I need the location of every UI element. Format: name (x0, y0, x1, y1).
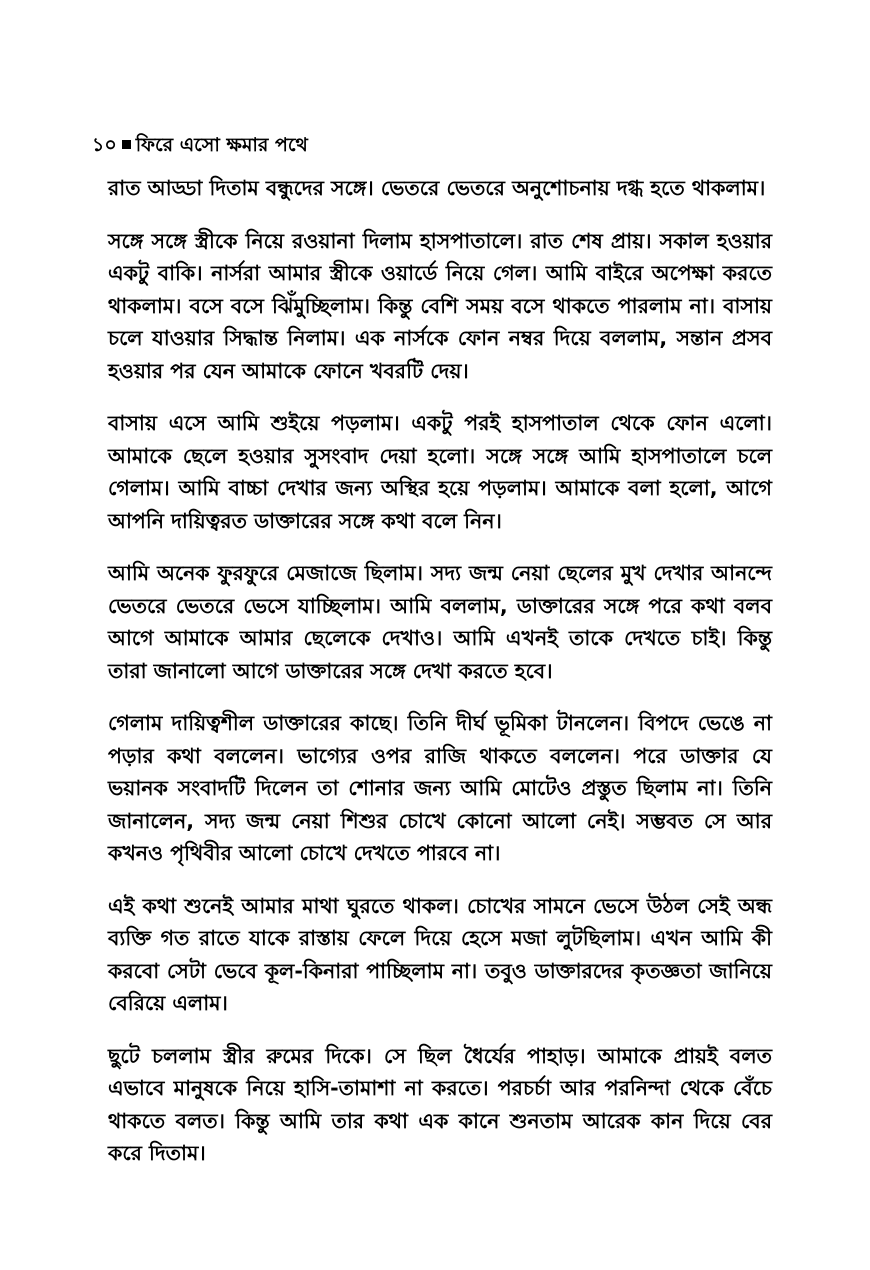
paragraph-3: বাসায় এসে আমি শুইয়ে পড়লাম। একটু পরই হাসপাতাল থেকে ফোন এলো। আমাকে ছেলে হওয়ার সুসংবাদ দেয়া হলো। সঙ্গে সঙ্গে আমি হাসপাতালে চলে গেলাম। আমি বাচ্চা দেখার জন্য অস্থির হয়ে পড়লাম। আমাকে বলা হলো, আগে আপনি দায়িত্বরত ডাক্তারের সঙ্গে কথা বলে নিন। (108, 411, 772, 533)
body-text (108, 172, 772, 1190)
paragraph-4: আমি অনেক ফুরফুরে মেজাজে ছিলাম। সদ্য জন্ম নেয়া ছেলের মুখ দেখার আনন্দে ভেতরে ভেতরে ভেসে যাচ্ছিলাম। আমি বললাম, ডাক্তারের সঙ্গে পরে কথা বলব আগে আমাকে আমার ছেলেকে দেখাও। আমি এখনই তাকে দেখতে চাই। কিন্তু তারা জানালো আগে ডাক্তারের সঙ্গে দেখা করতে হবে। (108, 561, 772, 683)
paragraph-2: সঙ্গে সঙ্গে স্ত্রীকে নিয়ে রওয়ানা দিলাম হাসপাতালে। রাত শেষ প্রায়। সকাল হওয়ার একটু বাকি। নার্সরা আমার স্ত্রীকে ওয়ার্ডে নিয়ে গেল। আমি বাইরে অপেক্ষা করতে থাকলাম। বসে বসে ঝিঁমুচ্ছিলাম। কিন্তু বেশি সময় বসে থাকতে পারলাম না। বাসায় চলে যাওয়ার সিদ্ধান্ত নিলাম। এক নার্সকে ফোন নম্বর দিয়ে বললাম, সন্তান প্রসব হওয়ার পর যেন আমাকে ফোনে খবরটি দেয়। (108, 228, 772, 383)
page-number: ১০ (92, 134, 117, 156)
paragraph-1: রাত আড্ডা দিতাম বন্ধুদের সঙ্গে। ভেতরে ভেতরে অনুশোচনায় দগ্ধ হতে থাকলাম। (108, 176, 766, 200)
paragraph-5: গেলাম দায়িত্বশীল ডাক্তারের কাছে। তিনি দীর্ঘ ভূমিকা টানলেন। বিপদে ভেঙে না পড়ার কথা বললেন। ভাগ্যের ওপর রাজি থাকতে বললেন। পরে ডাক্তার যে ভয়ানক সংবাদটি দিলেন তা শোনার জন্য আমি মোটেও প্রস্তুত ছিলাম না। তিনি জানালেন, সদ্য জন্ম নেয়া শিশুর চোখে কোনো আলো নেই। সম্ভবত সে আর কখনও পৃথিবীর আলো চোখে দেখতে পারবে না। (108, 711, 772, 865)
paragraph-6: এই কথা শুনেই আমার মাথা ঘুরতে থাকল। চোখের সামনে ভেসে উঠল সেই অন্ধ ব্যক্তি গত রাতে যাকে রাস্তায় ফেলে দিয়ে হেসে মজা লুটছিলাম। এখন আমি কী করবো সেটা ভেবে কূল-কিনারা পাচ্ছিলাম না। তবুও ডাক্তারদের কৃতজ্ঞতা জানিয়ে বেরিয়ে এলাম। (108, 893, 772, 1015)
book-title: ফিরে এসো ক্ষমার পথে (135, 134, 308, 156)
square-bullet-icon (122, 140, 131, 149)
paragraph-7: ছুটে চললাম স্ত্রীর রুমের দিকে। সে ছিল ধৈর্যের পাহাড়। আমাকে প্রায়ই বলত এভাবে মানুষকে নিয়ে হাসি-তামাশা না করতে। পরচর্চা আর পরনিন্দা থেকে বেঁচে থাকতে বলত। কিন্তু আমি তার কথা এক কানে শুনতাম আরেক কান দিয়ে বের করে দিতাম। (108, 1043, 772, 1165)
running-header (92, 132, 308, 158)
